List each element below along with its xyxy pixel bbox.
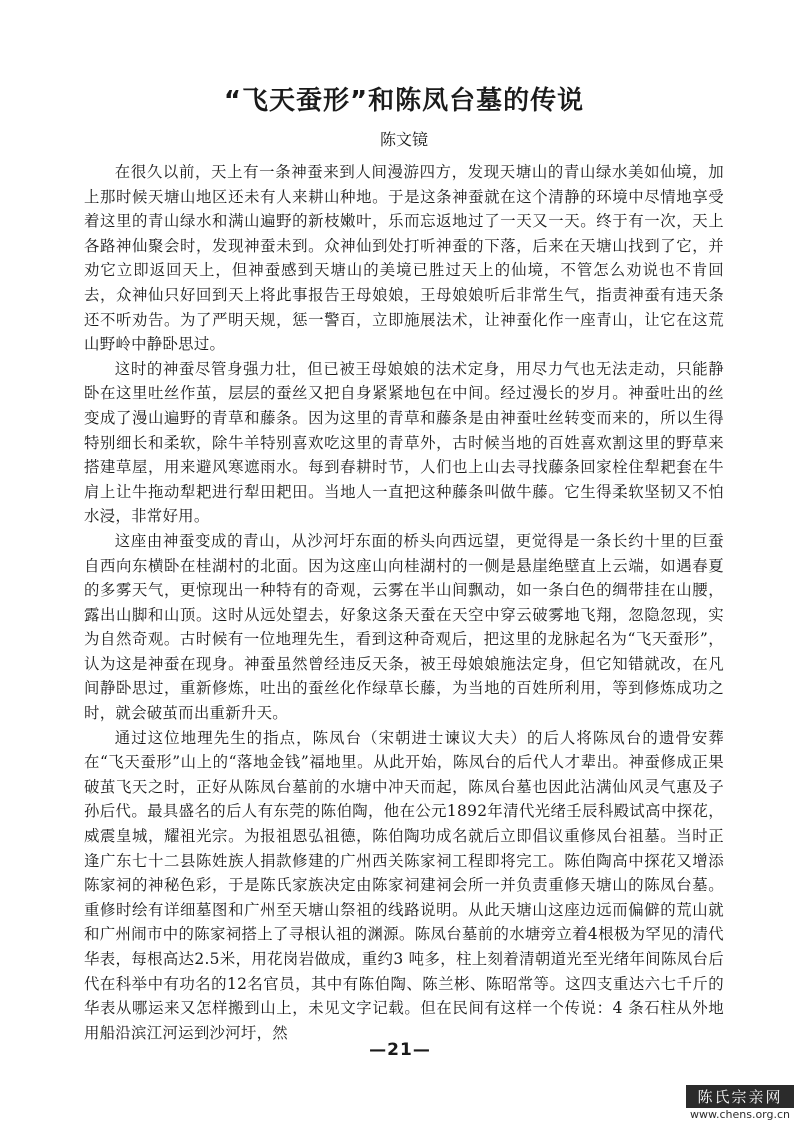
- paragraph: 这座由神蚕变成的青山，从沙河圩东面的桥头向西远望，更觉得是一条长约十里的巨蚕自西向东横卧在桂湖村的北面。因为这座山向桂湖村的一侧是悬崖绝壁直上云端，如遇春夏的多雾天气，更惊现出一种特有的奇观，云雾在半山间飘动，如一条白色的绸带挂在山腰，露出山脚和山顶。这时从远处望去，好象这条天蚕在天空中穿云破雾地飞翔，忽隐忽现，实为自然奇观。古时候有一位地理先生，看到这种奇观后，把这里的龙脉起名为“飞天蚕形”，认为这是神蚕在现身。神蚕虽然曾经违反天条，被王母娘娘施法定身，但它知错就改，在凡间静卧思过，重新修炼，吐出的蚕丝化作绿草长藤，为当地的百姓所利用，等到修炼成功之时，就会破茧而出重新升天。: [84, 531, 724, 723]
- paragraph: 在很久以前，天上有一条神蚕来到人间漫游四方，发现天塘山的青山绿水美如仙境，加上那时候天塘山地区还未有人来耕山种地。于是这条神蚕就在这个清静的环境中尽情地享受着这里的青山绿水和满山遍野的新枝嫩叶，乐而忘返地过了一天又一天。终于有一次，天上各路神仙聚会时，发现神蚕未到。众神仙到处打听神蚕的下落，后来在天塘山找到了它，并劝它立即返回天上，但神蚕感到天塘山的美境已胜过天上的仙境，不管怎么劝说也不肯回去，众神仙只好回到天上将此事报告王母娘娘，王母娘娘听后非常生气，指责神蚕有违天条还不听劝告。为了严明天规，惩一警百，立即施展法术，让神蚕化作一座青山，让它在这荒山野岭中静卧思过。: [84, 163, 724, 354]
- watermark-url: www.chens.org.cn: [689, 1108, 791, 1121]
- article-body: [84, 160, 724, 1045]
- article-title: “飞天蚕形”和陈凤台墓的传说: [223, 86, 585, 116]
- site-watermark: [686, 1085, 794, 1122]
- paragraph: 这时的神蚕尽管身强力壮，但已被王母娘娘的法术定身，用尽力气也无法走动，只能静卧在这里吐丝作茧，层层的蚕丝又把自身紧紧地包在中间。经过漫长的岁月。神蚕吐出的丝变成了漫山遍野的青草和藤条。因为这里的青草和藤条是由神蚕吐丝转变而来的，所以生得特别细长和柔软，除牛羊特别喜欢吃这里的青草外，古时候当地的百姓喜欢割这里的野草来搭建草屋，用来避风寒遮雨水。每到春耕时节，人们也上山去寻找藤条回家栓住犁耙套在牛肩上让牛拖动犁耙进行犁田耙田。当地人一直把这种藤条叫做牛藤。它生得柔软坚韧又不怕水浸，非常好用。: [84, 359, 724, 526]
- watermark-name: 陈氏宗亲网: [686, 1085, 794, 1108]
- article-author: 陈文镜: [379, 130, 428, 149]
- page-number: —21—: [369, 1040, 431, 1060]
- paragraph: 通过这位地理先生的指点，陈凤台（宋朝进士谏议大夫）的后人将陈凤台的遗骨安葬在“飞天蚕形”山上的“落地金钱”福地里。从此开始，陈凤台的后代人才辈出。神蚕修成正果破茧飞天之时，正好从陈凤台墓前的水塘中冲天而起，陈凤台墓也因此沾满仙风灵气惠及子孙后代。最具盛名的后人有东莞的陈伯陶，他在公元1892年清代光绪壬辰科殿试高中探花，威震皇城，耀祖光宗。为报祖恩弘祖德，陈伯陶功成名就后立即倡议重修凤台祖墓。当时正逢广东七十二县陈姓族人捐款修建的广州西关陈家祠工程即将完工。陈伯陶高中探花又增添陈家祠的神秘色彩，于是陈氏家族决定由陈家祠建祠会所一并负责重修天塘山的陈凤台墓。重修时绘有详细墓图和广州至天塘山祭祖的线路说明。从此天塘山这座边远而偏僻的荒山就和广州闹市中的陈家祠搭上了寻根认祖的渊源。陈凤台墓前的水塘旁立着4根极为罕见的清代华表，每根高达2.5米，用花岗岩做成，重约3 吨多，柱上刻着清朝道光至光绪年间陈凤台后代在科举中有功名的12名官员，其中有陈伯陶、陈兰彬、陈昭常等。这四支重达六七千斤的华表从哪运来又怎样搬到山上，未见文字记载。但在民间有这样一个传说：4 条石柱从外地用船沿滨江河运到沙河圩，然: [84, 728, 724, 1042]
- article: [84, 82, 724, 1045]
